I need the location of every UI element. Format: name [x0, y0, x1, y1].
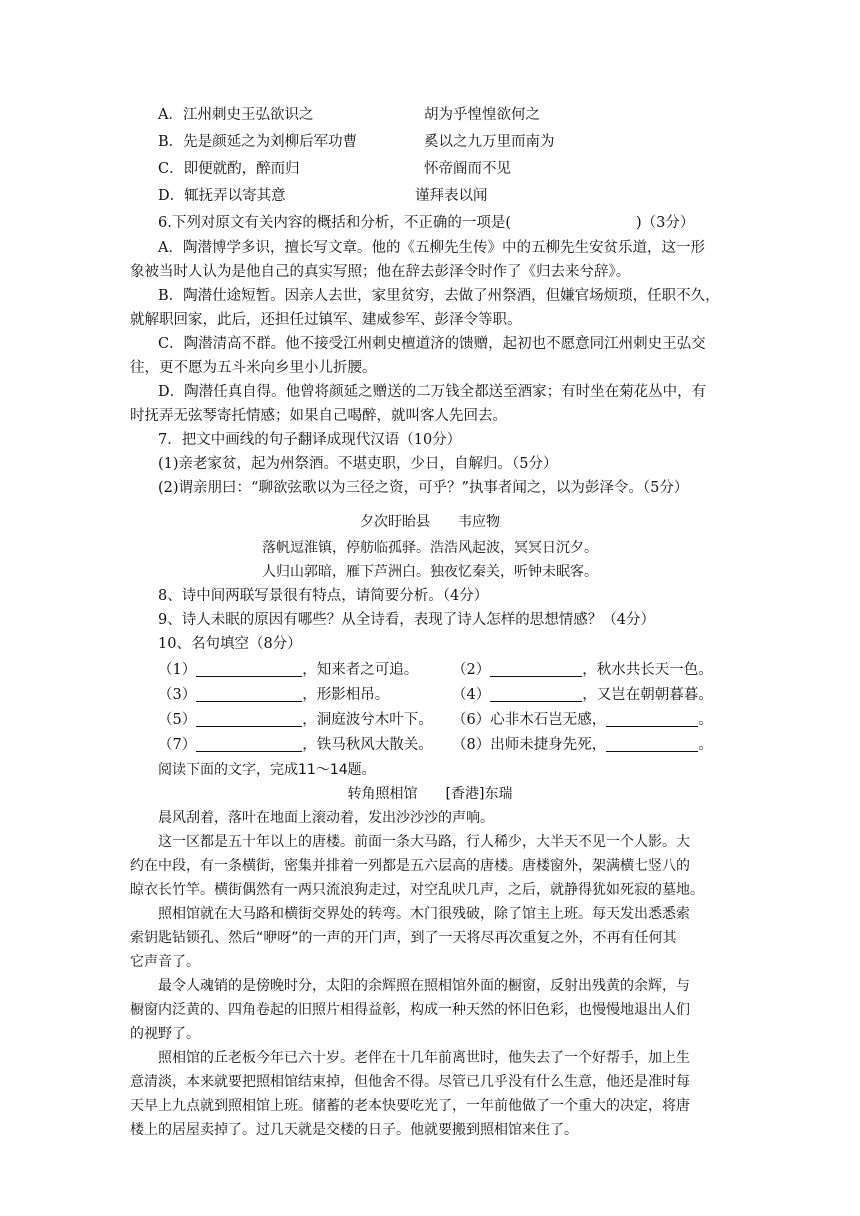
q6-option-d-line2: 时抚弄无弦琴寄托情感；如果自己喝醉，就叫客人先回去。 [130, 408, 507, 424]
reading-paragraph-3-line-2: 索钥匙钻锁孔、然后“咿呀”的一声的开门声，到了一天将尽再次重复之外，不再有任何其 [130, 930, 677, 946]
q5-option-a-right: 胡为乎惶惶欲何之 [424, 107, 540, 123]
q10-item-2-blank[interactable] [490, 661, 582, 677]
q10-item-3-text: ，形影相吊。 [302, 687, 390, 703]
q10-item-6-end: 。 [698, 712, 713, 728]
reading-paragraph-5-line-3: 天早上九点就到照相馆上班。储蓄的老本快要吃光了，一年前他做了一个重大的决定，将唐 [130, 1098, 690, 1114]
q10-row-2-right [452, 685, 713, 705]
reading-paragraph-4-line-3: 的视野了。 [130, 1026, 200, 1042]
q10-row-3-right [452, 710, 713, 730]
reading-title: 转角照相馆 [香港]东瑞 [347, 786, 513, 802]
q10-item-4-text: ，又岂在朝朝暮暮。 [582, 687, 713, 703]
q5-option-b-right: 奚以之九万里而南为 [424, 134, 555, 150]
poem-line-2: 人归山郭暗，雁下芦洲白。独夜忆秦关，听钟未眠客。 [262, 564, 598, 580]
q10-item-2-text: ，秋水共长天一色。 [582, 662, 713, 678]
q10-item-7-blank[interactable] [196, 736, 302, 752]
q7-item-1: (1)亲老家贫，起为州祭酒。不堪吏职，少日，自解归。（5分） [158, 456, 558, 472]
q7-stem: 7．把文中画线的句子翻译成现代汉语（10分） [158, 432, 462, 448]
reading-paragraph-2-line-3: 晾衣长竹竿。横街偶然有一两只流浪狗走过，对空乱吠几声，之后，就静得犹如死寂的墓地。 [130, 882, 704, 898]
q10-item-2-number: （2） [452, 662, 491, 678]
q7-item-2: (2)谓亲朋曰：“聊欲弦歌以为三径之资，可乎？”执事者闻之，以为彭泽令。（5分） [158, 480, 689, 496]
q10-stem: 10、名句填空（8分） [158, 636, 302, 652]
q10-item-5-number: （5） [158, 712, 197, 728]
q6-option-b-line1: B．陶潜仕途短暂。因亲人去世，家里贫穷，去做了州祭酒，但嫌官场烦琐，任职不久， [158, 288, 720, 304]
q9-stem: 9、诗人未眠的原因有哪些？从全诗看，表现了诗人怎样的思想情感？（4分） [158, 612, 655, 628]
q10-row-4-left [158, 735, 433, 755]
q6-option-b-line2: 就解职回家，此后，还担任过镇军、建威参军、彭泽令等职。 [130, 312, 522, 328]
q10-row-4-right [452, 735, 713, 755]
q10-item-6-blank[interactable] [606, 711, 698, 727]
q5-option-c-left: C．即便就酌，醉而归 [158, 161, 300, 177]
reading-paragraph-3-line-1: 照相馆就在大马路和横街交界处的转弯。木门很残破，除了馆主上班。每天发出悉悉索 [158, 906, 690, 922]
q6-option-c-line2: 往，更不愿为五斗米向乡里小儿折腰。 [130, 360, 377, 376]
reading-paragraph-2-line-1: 这一区都是五十年以上的唐楼。前面一条大马路，行人稀少，大半天不见一个人影。大 [158, 834, 690, 850]
q6-option-a-line1: A．陶潜博学多识，擅长写文章。他的《五柳先生传》中的五柳先生安贫乐道，这一形 [158, 240, 705, 256]
q10-item-6-text: （6）心非木石岂无感， [452, 712, 607, 728]
q10-item-8-blank[interactable] [606, 736, 698, 752]
q5-option-d-right: 谨拜表以闻 [415, 188, 488, 204]
q10-item-3-number: （3） [158, 687, 197, 703]
reading-paragraph-5-line-4: 楼上的居屋卖掉了。过几天就是交楼的日子。他就要搬到照相馆来住了。 [130, 1122, 578, 1138]
reading-paragraph-1: 晨风刮着，落叶在地面上滚动着，发出沙沙沙的声响。 [158, 810, 494, 826]
q10-item-4-number: （4） [452, 687, 491, 703]
q10-item-4-blank[interactable] [490, 686, 582, 702]
reading-paragraph-3-line-3: 它声音了。 [130, 954, 200, 970]
q5-option-d-left: D．辄抚弄以寄其意 [158, 188, 286, 204]
q6-option-c-line1: C．陶潜清高不群。他不接受江州刺史檀道济的馈赠，起初也不愿意同江州刺史王弘交 [158, 336, 706, 352]
q10-item-1-blank[interactable] [196, 661, 302, 677]
q10-item-5-text: ，洞庭波兮木叶下。 [302, 712, 433, 728]
q5-option-a-left: A．江州刺史王弘欲识之 [158, 107, 314, 123]
reading-paragraph-4-line-1: 最令人魂销的是傍晚时分，太阳的余辉照在照相馆外面的橱窗，反射出残黄的余辉，与 [158, 978, 690, 994]
reading-paragraph-2-line-2: 约在中段，有一条横街，密集并排着一列都是五六层高的唐楼。唐楼窗外，架满横七竖八的 [130, 858, 690, 874]
q10-item-7-number: （7） [158, 737, 197, 753]
q10-item-1-text: ，知来者之可追。 [302, 662, 419, 678]
q10-row-2-left [158, 685, 389, 705]
q6-option-a-line2: 象被当时人认为是他自己的真实写照；他在辞去彭泽令时作了《归去来兮辞》。 [130, 264, 631, 280]
reading-paragraph-4-line-2: 橱窗内泛黄的、四角卷起的旧照片相得益彰，构成一种天然的怀旧色彩，也慢慢地退出人们 [130, 1002, 690, 1018]
q8-stem: 8、诗中间两联写景很有特点，请简要分析。（4分） [158, 588, 489, 604]
reading-paragraph-5-line-2: 意清淡，本来就要把照相馆结束掉，但他舍不得。尽管已几乎没有什么生意，他还是准时每 [130, 1074, 690, 1090]
q10-row-1-left [158, 660, 418, 680]
q10-item-3-blank[interactable] [196, 686, 302, 702]
reading-intro: 阅读下面的文字，完成11～14题。 [158, 762, 376, 778]
q10-item-1-number: （1） [158, 662, 197, 678]
poem-line-1: 落帆逗淮镇，停舫临孤驿。浩浩风起波，冥冥日沉夕。 [262, 540, 598, 556]
q10-item-7-text: ，铁马秋风大散关。 [302, 737, 433, 753]
q6-stem-end: )（3分） [636, 215, 695, 231]
q5-option-c-right: 怀帝阍而不见 [424, 161, 511, 177]
reading-paragraph-5-line-1: 照相馆的丘老板今年已六十岁。老伴在十几年前离世时，他失去了一个好帮手，加上生 [158, 1050, 690, 1066]
q5-option-b-left: B．先是颜延之为刘柳后军功曹 [158, 134, 358, 150]
q10-row-3-left [158, 710, 433, 730]
q10-item-5-blank[interactable] [196, 711, 302, 727]
q10-item-8-text: （8）出师未捷身先死， [452, 737, 607, 753]
q10-item-8-end: 。 [698, 737, 713, 753]
q10-row-1-right [452, 660, 713, 680]
poem-title: 夕次盱眙县 韦应物 [360, 514, 500, 530]
q6-option-d-line1: D．陶潜任真自得。他曾将颜延之赠送的二万钱全都送至酒家；有时坐在菊花丛中，有 [158, 384, 707, 400]
q6-stem: 6.下列对原文有关内容的概括和分析，不正确的一项是( [158, 215, 511, 231]
